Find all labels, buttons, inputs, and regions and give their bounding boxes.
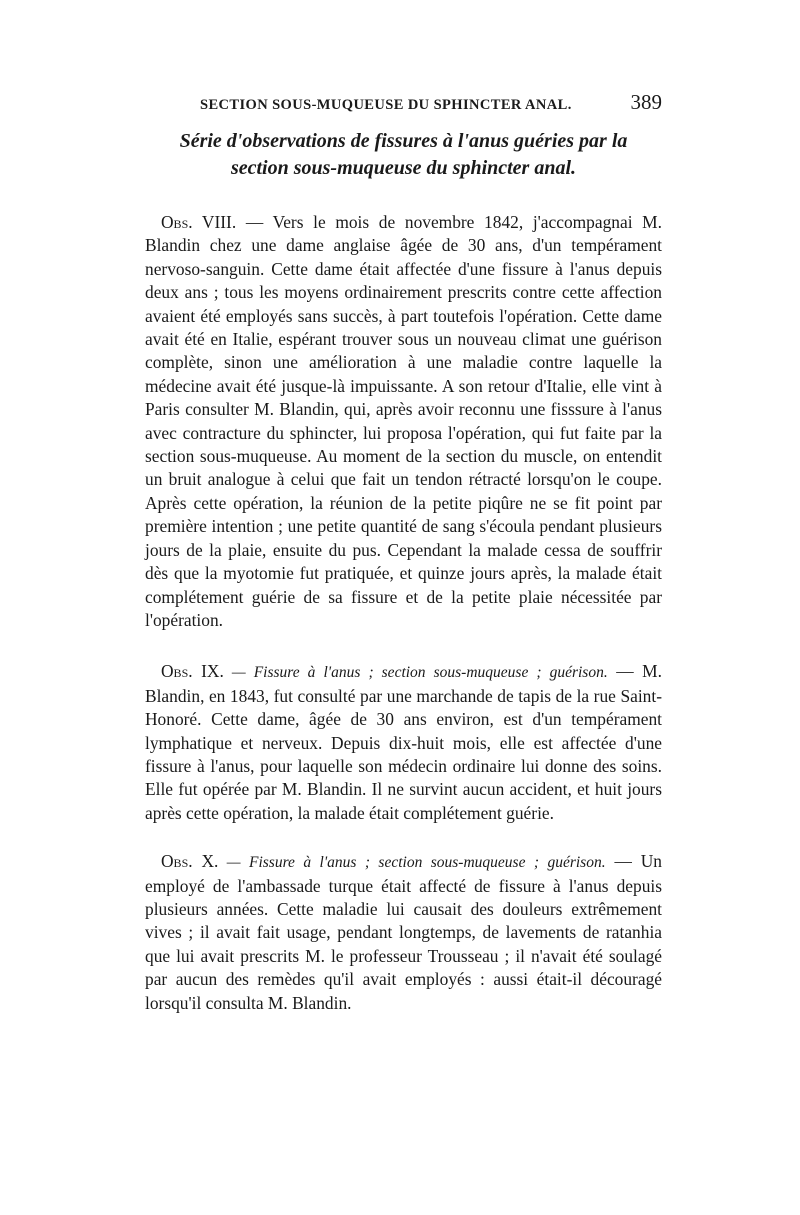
observation-text: — Vers le mois de novembre 1842, j'accompagnai M. Blandin chez une dame anglaise âgée de 30 ans, d'un tempérament nervoso-sanguin. Cette dame était affectée d'une fissure à l'anus depuis deux ans ; tous les moyens ordinairement prescrits contre cette affection avaient été employés sans succès, à part toutefois l'opération. Cette dame avait été en Italie, espérant trouver sous un nouveau climat une guérison complète, sinon une amélioration à une maladie contre laquelle la médecine avait été jusque-là impuissante. A son retour d'Italie, elle vint à Paris consulter M. Blandin, qui, après avoir reconnu une fisssure à l'anus avec contracture du sphincter, lui proposa l'opération, qui fut faite par la section sous-muqueuse. Au moment de la section du muscle, on entendit un bruit analogue à celui que fait un tendon rétracté lorsqu'on le coupe. Après cette opération, la réunion de la petite piqûre ne se fit point par première intention ; une petite quantité de sang s'écoula pendant plusieurs jours de la plaie, ensuite du pus. Cependant la malade cessa de souffrir dès que la myotomie fut pratiquée, et quinze jours après, la malade était complétement guérie de sa fissure et de la petite plaie nécessitée par l'opération. [145,212,662,630]
running-header [200,90,662,124]
page-number: 389 [630,90,662,114]
observation-x [145,850,662,1015]
observation-ix [145,660,662,825]
observation-label: Obs. IX. [161,661,224,682]
observation-label: Obs. X. [161,851,219,872]
observation-subtitle: — Fissure à l'anus ; section sous-muqueuse ; guérison. [218,854,606,872]
observation-text: — Un employé de l'ambassade turque était affecté de fissure à l'anus depuis plusieurs années. Cette maladie lui causait des douleurs extrêmement vives ; il avait fait usage, pendant longtemps, de lavements de ratanhia que lui avait prescrits M. le professeur Trousseau ; il n'avait été soulagé par aucun des remèdes qu'il avait employés : aussi était-il découragé lorsqu'il consulta M. Blandin. [145,851,663,1013]
observation-text: — M. Blandin, en 1843, fut consulté par une marchande de tapis de la rue Saint-Honoré. Cette dame, âgée de 30 ans environ, est d'un tempérament lymphatique et nerveux. Depuis dix-huit mois, elle est affectée d'une fissure à l'anus, pour laquelle son médecin ordinaire lui donne des soins. Elle fut opérée par M. Blandin. Il ne survint aucun accident, et huit jours après cette opération, la malade était complétement guérie. [145,661,662,823]
observation-subtitle: — Fissure à l'anus ; section sous-muqueuse ; guérison. [223,664,608,682]
book-page [145,90,662,1015]
observation-label: Obs. VIII. [161,212,237,232]
running-title: SECTION SOUS-MUQUEUSE DU SPHINCTER ANAL. [200,97,572,113]
observation-viii [145,211,662,632]
section-title: Série d'observations de fissures à l'anus guéries par la section sous-muqueuse du sphincter anal. [179,130,628,179]
